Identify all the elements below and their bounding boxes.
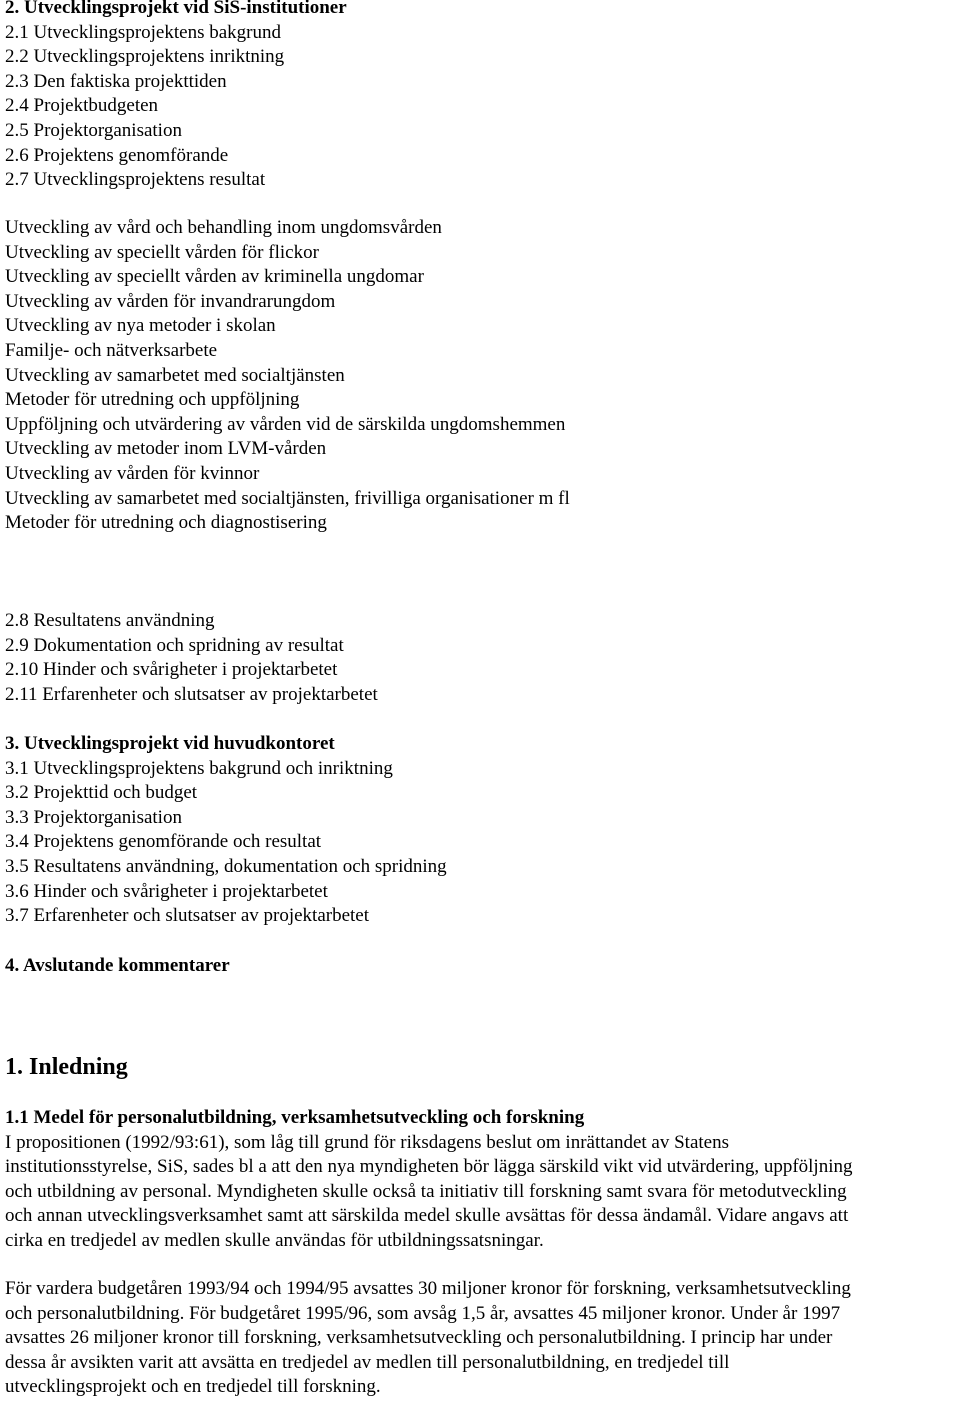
paragraph-line: dessa år avsikten varit att avsätta en tredjedel av medlen till personalutbildning, en tredjedel till — [5, 1351, 730, 1373]
toc-topic: Utveckling av vård och behandling inom ungdomsvården — [5, 217, 442, 238]
toc-section-4-heading: 4. Avslutande kommentarer — [5, 955, 230, 976]
toc-item: 3.3 Projektorganisation — [5, 806, 182, 828]
toc-topic: Metoder för utredning och uppföljning — [5, 389, 300, 411]
toc-item: 2.10 Hinder och svårigheter i projektarbetet — [5, 659, 338, 681]
subsection-1-1 — [5, 1106, 956, 1254]
paragraph-line: och annan utvecklingsverksamhet samt att särskilda medel skulle avsättas för dessa ändamål. Vidare angavs att — [5, 1205, 849, 1227]
paragraph-line: I propositionen (1992/93:61), som låg till grund för riksdagens beslut om inrättandet av Statens — [5, 1131, 729, 1153]
toc-item: 2.8 Resultatens användning — [5, 610, 215, 631]
toc-item: 3.2 Projekttid och budget — [5, 782, 198, 804]
toc-section-3 — [5, 732, 956, 929]
toc-topic: Metoder för utredning och diagnostisering — [5, 512, 327, 534]
chapter-1 — [5, 1052, 956, 1082]
toc-topic: Utveckling av metoder inom LVM-vården — [5, 438, 327, 460]
paragraph-line: utvecklingsprojekt och en tredjedel till forskning. — [5, 1376, 381, 1398]
toc-topic: Familje- och nätverksarbete — [5, 339, 218, 361]
paragraph-line: institutionsstyrelse, SiS, sades bl a att den nya myndigheten bör lägga särskild vikt vid utvärdering, uppföljning — [5, 1156, 853, 1178]
toc-item: 2.1 Utvecklingsprojektens bakgrund — [5, 21, 281, 43]
chapter-title: 1. Inledning — [5, 1054, 128, 1080]
subsection-title: 1.1 Medel för personalutbildning, verksamhetsutveckling och forskning — [5, 1107, 585, 1128]
toc-item: 2.9 Dokumentation och spridning av resultat — [5, 634, 344, 656]
paragraph-line: och utbildning av personal. Myndigheten skulle också ta initiativ till forskning samt svara för metodutveckling — [5, 1180, 847, 1202]
paragraph-2 — [5, 1277, 956, 1400]
toc-topic: Utveckling av vården för invandrarungdom — [5, 290, 336, 312]
toc-result-topics — [5, 216, 956, 536]
toc-topic: Utveckling av nya metoder i skolan — [5, 315, 276, 337]
toc-item: 3.1 Utvecklingsprojektens bakgrund och inriktning — [5, 757, 393, 779]
paragraph-line: För vardera budgetåren 1993/94 och 1994/95 avsattes 30 miljoner kronor för forskning, verksamhetsutveckling — [5, 1278, 851, 1299]
toc-item: 3.7 Erfarenheter och slutsatser av projektarbetet — [5, 905, 370, 927]
toc-section-2-continued — [5, 609, 956, 707]
paragraph-line: avsattes 26 miljoner kronor till forskning, verksamhetsutveckling och personalutbildning. I princip har under — [5, 1327, 833, 1349]
paragraph-line: cirka en tredjedel av medlen skulle användas för utbildningssatsningar. — [5, 1229, 544, 1251]
toc-topic: Utveckling av samarbetet med socialtjänsten, frivilliga organisationer m fl — [5, 487, 570, 509]
toc-item: 3.4 Projektens genomförande och resultat — [5, 831, 322, 853]
toc-topic: Utveckling av samarbetet med socialtjänsten — [5, 364, 345, 386]
toc-item: 2.5 Projektorganisation — [5, 119, 182, 141]
toc-topic: Utveckling av speciellt vården av kriminella ungdomar — [5, 266, 424, 288]
toc-section-2-heading: 2. Utvecklingsprojekt vid SiS-institutioner — [5, 0, 347, 18]
toc-topic: Utveckling av speciellt vården för flickor — [5, 241, 319, 263]
toc-item: 2.2 Utvecklingsprojektens inriktning — [5, 46, 285, 68]
toc-item: 3.5 Resultatens användning, dokumentation och spridning — [5, 855, 447, 877]
toc-section-3-heading: 3. Utvecklingsprojekt vid huvudkontoret — [5, 733, 335, 754]
toc-item: 3.6 Hinder och svårigheter i projektarbetet — [5, 880, 328, 902]
toc-section-4 — [5, 954, 956, 979]
toc-item: 2.11 Erfarenheter och slutsatser av projektarbetet — [5, 683, 378, 705]
paragraph-line: och personalutbildning. För budgetåret 1995/96, som avsåg 1,5 år, avsattes 45 miljoner kronor. Under år 1997 — [5, 1302, 841, 1324]
toc-item: 2.7 Utvecklingsprojektens resultat — [5, 169, 266, 191]
toc-topic: Uppföljning och utvärdering av vården vid de särskilda ungdomshemmen — [5, 413, 566, 435]
toc-section-2 — [5, 0, 956, 193]
toc-topic: Utveckling av vården för kvinnor — [5, 462, 260, 484]
toc-item: 2.6 Projektens genomförande — [5, 144, 229, 166]
toc-item: 2.4 Projektbudgeten — [5, 95, 159, 117]
toc-item: 2.3 Den faktiska projekttiden — [5, 70, 227, 92]
